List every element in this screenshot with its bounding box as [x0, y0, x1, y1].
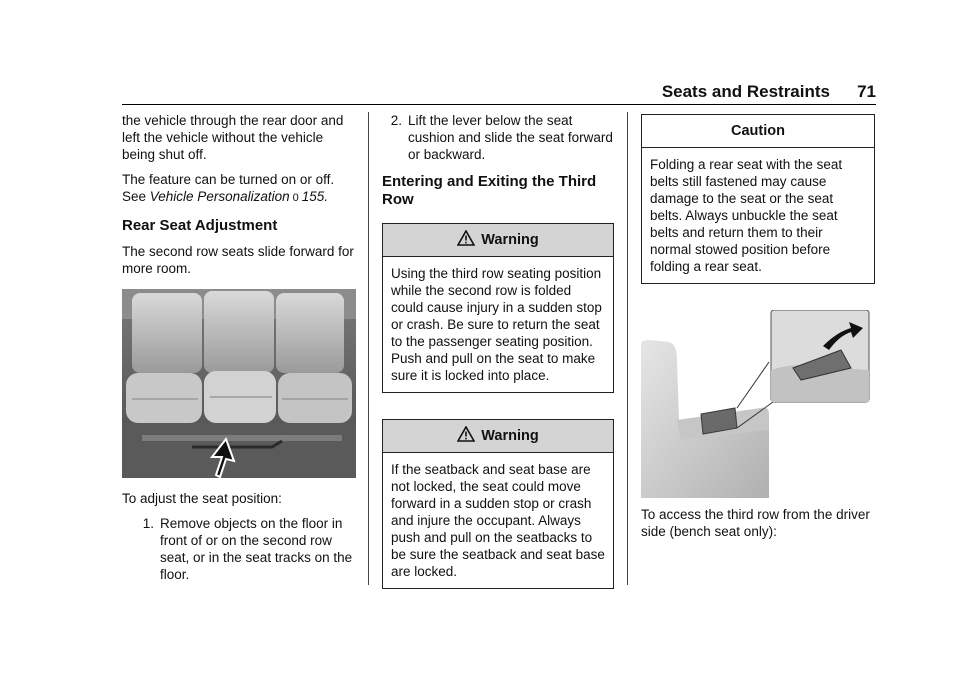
step-2: [370, 112, 614, 163]
column-2: [382, 112, 614, 589]
paragraph-access: To access the third row from the driver side (bench seat only):: [641, 507, 870, 539]
paragraph-adjust: To adjust the seat position:: [122, 491, 282, 506]
page-ref-symbol: 0: [292, 192, 299, 204]
warning-triangle-icon: [457, 426, 475, 447]
warning-box-2: [382, 419, 614, 589]
page-number: 71: [857, 82, 876, 101]
paragraph-second-row: The second row seats slide forward for more room.: [122, 244, 354, 276]
section-title: Seats and Restraints: [661, 82, 830, 101]
warning-triangle-icon: [457, 230, 475, 251]
step-1: [122, 515, 358, 583]
paragraph-continued: the vehicle through the rear door and left the vehicle without the vehicle being shut off.: [122, 113, 344, 162]
caution-box: [641, 114, 875, 284]
column-3: [641, 112, 875, 548]
heading-entering-third-row: Entering and Exiting the Third Row: [382, 173, 597, 208]
caution-header: Caution: [642, 115, 874, 148]
warning-title: Warning: [481, 231, 539, 248]
warning-box-1: [382, 223, 614, 393]
lever-illustration: [641, 310, 875, 498]
warning-title: Warning: [481, 427, 539, 444]
xref-page[interactable]: 155.: [301, 189, 329, 204]
warning-body: Using the third row seating position while the second row is folded could cause injury in a sudden stop or crash. Be sure to return the seat to the passenger seating position. Push and pull on the seat to make sure it is locked into place.: [391, 266, 602, 383]
heading-rear-seat-adjustment: Rear Seat Adjustment: [122, 217, 278, 234]
step-text: Lift the lever below the seat cushion and slide the seat forward or backward.: [408, 113, 613, 162]
caution-body: Folding a rear seat with the seat belts still fastened may cause damage to the seat or the seat belts. Always unbuckle the seat belts and return them to their normal stowed position before folding a rear seat.: [650, 157, 843, 274]
seat-illustration: [122, 289, 356, 478]
step-number: 1.: [142, 516, 154, 531]
paragraph-feature: [122, 171, 358, 207]
step-number: 2.: [390, 113, 402, 128]
steps-list: [122, 515, 358, 583]
feature-text: The feature can be turned on or off. See: [122, 172, 335, 204]
warning-body: If the seatback and seat base are not locked, the seat could move forward in a sudden stop or crash and injure the occupant. Always push and pull on the seatbacks to be sure the seatback and seat base are locked.: [391, 462, 605, 579]
column-1: [122, 112, 358, 589]
column-divider-2: [627, 112, 628, 585]
xref-vehicle-personalization[interactable]: Vehicle Personalization: [149, 189, 290, 204]
step-text: Remove objects on the floor in front of or on the second row seat, or in the seat tracks on the floor.: [160, 516, 353, 582]
warning-header: [383, 224, 613, 257]
warning-header: [383, 420, 613, 453]
header-rule: [122, 104, 876, 105]
column-divider-1: [368, 112, 369, 585]
